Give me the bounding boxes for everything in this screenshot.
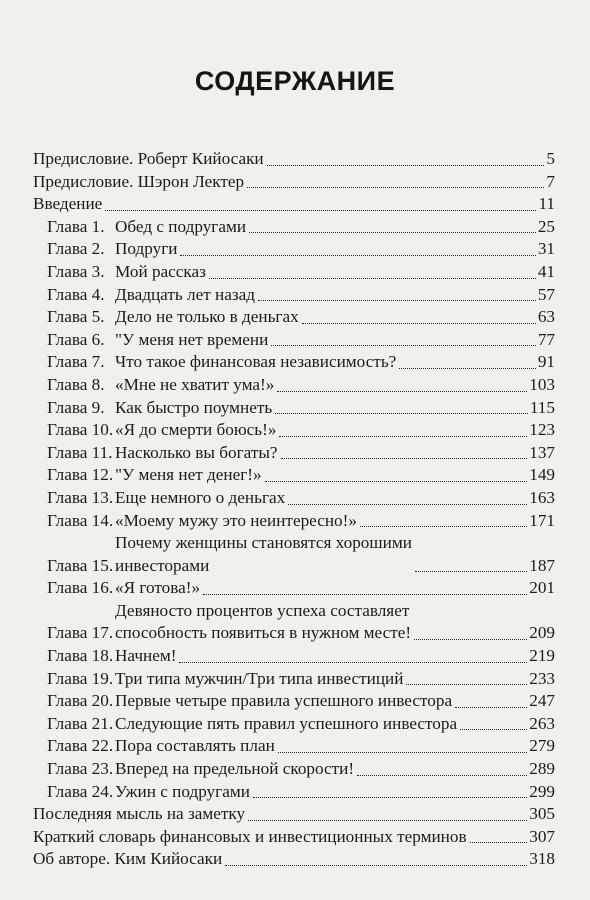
entry-title: Об авторе. Ким Кийосаки bbox=[33, 849, 223, 869]
page-number: 25 bbox=[537, 216, 555, 236]
toc-entry bbox=[33, 645, 555, 668]
dot-leader bbox=[249, 232, 536, 233]
dot-leader bbox=[277, 391, 527, 392]
dot-leader bbox=[265, 481, 528, 482]
dot-leader bbox=[415, 571, 527, 572]
page-number: 5 bbox=[546, 149, 555, 168]
page-number: 233 bbox=[529, 668, 555, 688]
entry-title: "У меня нет времени bbox=[115, 329, 269, 349]
toc-entry bbox=[33, 261, 555, 284]
dot-leader bbox=[247, 187, 544, 188]
entry-title: Еще немного о деньгах bbox=[115, 487, 286, 507]
page-title: СОДЕРЖАНИЕ bbox=[194, 66, 396, 96]
chapter-number: Глава 10. bbox=[47, 420, 114, 440]
toc-entry bbox=[33, 329, 555, 352]
entry-title: Что такое финансовая независимость? bbox=[115, 352, 397, 372]
dot-leader bbox=[281, 458, 528, 459]
page-number: 263 bbox=[529, 713, 555, 733]
dot-leader bbox=[278, 752, 527, 753]
chapter-number: Глава 11. bbox=[47, 442, 113, 462]
entry-title: Пора составлять план bbox=[115, 736, 275, 756]
dot-leader bbox=[279, 436, 527, 437]
table-of-contents bbox=[33, 148, 555, 871]
page-number: 103 bbox=[529, 374, 555, 394]
entry-title: «Моему мужу это неинтересно!» bbox=[115, 510, 357, 530]
page-number: 247 bbox=[529, 691, 555, 711]
page-number: 318 bbox=[529, 849, 555, 869]
chapter-number: Глава 7. bbox=[47, 352, 105, 372]
dot-leader bbox=[248, 820, 527, 821]
toc-entry bbox=[33, 238, 555, 261]
chapter-number: Глава 12. bbox=[47, 465, 114, 485]
page-number: 7 bbox=[546, 171, 555, 191]
entry-title: Почему женщины становятся хорошими инвесторами bbox=[115, 533, 412, 575]
toc-entry bbox=[33, 442, 555, 465]
page-number: 209 bbox=[529, 623, 555, 643]
toc-entry bbox=[33, 216, 555, 239]
entry-title: Три типа мужчин/Три типа инвестиций bbox=[115, 668, 404, 688]
toc-entry bbox=[33, 171, 555, 194]
page-number: 279 bbox=[529, 736, 555, 756]
dot-leader bbox=[271, 345, 536, 346]
chapter-number: Глава 20. bbox=[47, 691, 114, 711]
chapter-number: Глава 14. bbox=[47, 510, 114, 530]
page-number: 307 bbox=[529, 826, 555, 846]
page-number: 219 bbox=[529, 646, 555, 666]
entry-title: Введение bbox=[33, 194, 103, 214]
entry-title: Предисловие. Роберт Кийосаки bbox=[33, 149, 264, 168]
entry-title: Как быстро поумнеть bbox=[115, 397, 273, 417]
page-number: 11 bbox=[538, 194, 555, 214]
entry-title: Дело не только в деньгах bbox=[115, 307, 299, 327]
entry-title: Двадцать лет назад bbox=[115, 284, 256, 304]
toc-entry bbox=[33, 306, 555, 329]
chapter-number: Глава 4. bbox=[47, 284, 105, 304]
toc-entry bbox=[33, 193, 555, 216]
chapter-number: Глава 16. bbox=[47, 578, 114, 598]
dot-leader bbox=[414, 639, 527, 640]
dot-leader bbox=[258, 300, 536, 301]
chapter-number: Глава 19. bbox=[47, 668, 114, 688]
dot-leader bbox=[253, 797, 527, 798]
entry-title: Насколько вы богаты? bbox=[115, 442, 278, 462]
chapter-number: Глава 3. bbox=[47, 261, 105, 281]
page-number: 305 bbox=[529, 804, 555, 824]
entry-title: Предисловие. Шэрон Лектер bbox=[33, 171, 245, 191]
page-number: 77 bbox=[537, 329, 555, 349]
entry-title: «Мне не хватит ума!» bbox=[115, 374, 275, 394]
dot-leader bbox=[399, 368, 536, 369]
dot-leader bbox=[209, 278, 536, 279]
page-number: 137 bbox=[529, 442, 555, 462]
dot-leader bbox=[360, 526, 527, 527]
page-number: 63 bbox=[537, 307, 555, 327]
toc-entry bbox=[33, 374, 555, 397]
entry-title: Подруги bbox=[115, 239, 178, 259]
page-number: 57 bbox=[537, 284, 555, 304]
chapter-number: Глава 8. bbox=[47, 374, 105, 394]
dot-leader bbox=[288, 504, 527, 505]
toc-entry bbox=[33, 690, 555, 713]
entry-title: Ужин с подругами bbox=[115, 781, 250, 801]
entry-title: Первые четыре правила успешного инвестора bbox=[115, 691, 453, 711]
toc-entry bbox=[33, 464, 555, 487]
chapter-number: Глава 6. bbox=[47, 329, 105, 349]
toc-entry bbox=[33, 419, 555, 442]
entry-title: Краткий словарь финансовых и инвестиционных терминов bbox=[33, 826, 467, 846]
dot-leader bbox=[105, 210, 536, 211]
dot-leader bbox=[357, 775, 527, 776]
toc-entry bbox=[33, 668, 555, 691]
toc-entry bbox=[33, 351, 555, 374]
chapter-number: Глава 13. bbox=[47, 487, 114, 507]
entry-title: Последняя мысль на заметку bbox=[33, 804, 246, 824]
page-number: 163 bbox=[529, 487, 555, 507]
page-number: 31 bbox=[537, 239, 555, 259]
chapter-number: Глава 1. bbox=[47, 216, 105, 236]
dot-leader bbox=[203, 594, 527, 595]
toc-entry bbox=[33, 803, 555, 826]
dot-leader bbox=[302, 323, 536, 324]
page-number: 299 bbox=[529, 781, 555, 801]
toc-entry bbox=[33, 600, 555, 645]
entry-title: Следующие пять правил успешного инвестора bbox=[115, 713, 458, 733]
chapter-number: Глава 23. bbox=[47, 759, 114, 779]
toc-entry bbox=[33, 781, 555, 804]
page-number: 115 bbox=[529, 397, 555, 417]
page-number: 123 bbox=[529, 420, 555, 440]
chapter-number: Глава 5. bbox=[47, 307, 105, 327]
dot-leader bbox=[225, 865, 527, 866]
toc-entry bbox=[33, 713, 555, 736]
page-number: 41 bbox=[537, 261, 555, 281]
chapter-number: Глава 9. bbox=[47, 397, 105, 417]
chapter-number: Глава 2. bbox=[47, 239, 105, 259]
toc-entry bbox=[33, 826, 555, 849]
toc-entry bbox=[33, 758, 555, 781]
chapter-number: Глава 24. bbox=[47, 781, 114, 801]
chapter-number: Глава 21. bbox=[47, 713, 114, 733]
toc-entry bbox=[33, 848, 555, 871]
dot-leader bbox=[275, 413, 528, 414]
toc-entry bbox=[33, 577, 555, 600]
entry-title: Девяносто процентов успеха составляет способность появиться в нужном месте! bbox=[115, 600, 412, 643]
chapter-number: Глава 17. bbox=[47, 623, 114, 643]
dot-leader bbox=[470, 842, 528, 843]
page-number: 187 bbox=[529, 555, 555, 575]
page-number: 91 bbox=[537, 352, 555, 372]
entry-title: «Я до смерти боюсь!» bbox=[115, 420, 277, 440]
chapter-number: Глава 22. bbox=[47, 736, 114, 756]
page-number: 201 bbox=[529, 578, 555, 598]
toc-entry bbox=[33, 532, 555, 577]
toc-entry bbox=[33, 148, 555, 171]
dot-leader bbox=[406, 684, 527, 685]
toc-entry bbox=[33, 487, 555, 510]
chapter-number: Глава 18. bbox=[47, 646, 114, 666]
entry-title: Вперед на предельной скорости! bbox=[115, 759, 355, 779]
dot-leader bbox=[455, 707, 527, 708]
dot-leader bbox=[179, 662, 527, 663]
toc-entry bbox=[33, 735, 555, 758]
chapter-number: Глава 15. bbox=[47, 555, 114, 575]
page-number: 289 bbox=[529, 759, 555, 779]
toc-entry bbox=[33, 510, 555, 533]
toc-entry bbox=[33, 397, 555, 420]
entry-title: Обед с подругами bbox=[115, 216, 247, 236]
entry-title: "У меня нет денег!» bbox=[115, 465, 262, 485]
dot-leader bbox=[267, 165, 545, 166]
entry-title: «Я готова!» bbox=[115, 578, 201, 598]
page-number: 149 bbox=[529, 465, 555, 485]
dot-leader bbox=[180, 255, 535, 256]
entry-title: Начнем! bbox=[115, 646, 177, 666]
toc-entry bbox=[33, 284, 555, 307]
page-number: 171 bbox=[529, 510, 555, 530]
entry-title: Мой рассказ bbox=[115, 261, 206, 281]
dot-leader bbox=[460, 729, 527, 730]
